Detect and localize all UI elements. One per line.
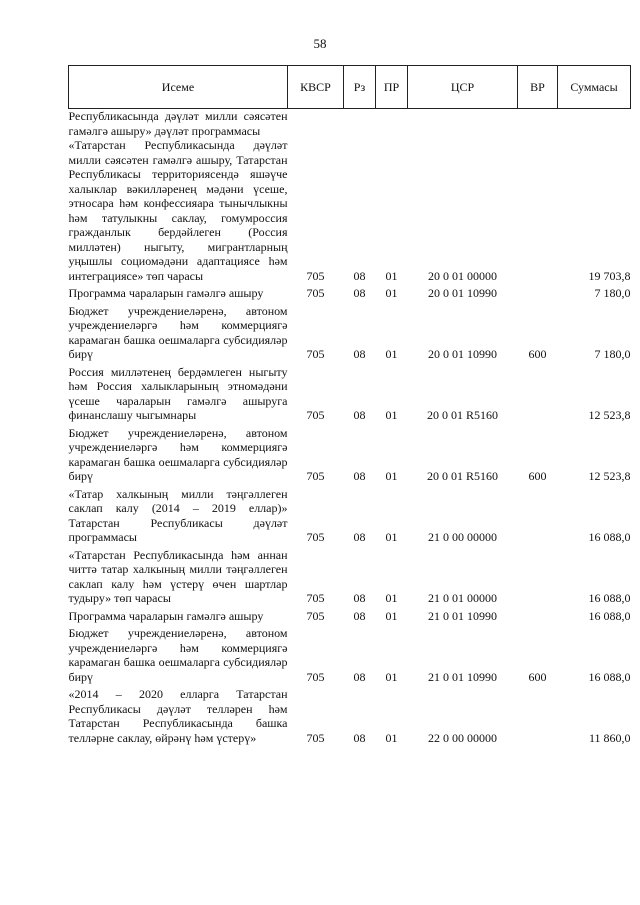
row-sum: 16 088,0: [588, 669, 631, 684]
row-rz: 08: [353, 591, 366, 605]
row-pr: 01: [385, 608, 398, 623]
row-name: «Татар халкының милли тәңгәллеген саклап калу (2014 – 2019 еллар)» Татарстан Республикасы дәүләт программасы: [68, 486, 288, 544]
row-csr: 21 0 00 00000: [428, 530, 497, 544]
continuation-text: Республикасында дәүләт милли сәясәтен гамәлгә ашыру» дәүләт программасы: [68, 109, 288, 138]
row-name: «2014 – 2020 елларга Татарстан Республикасы дәүләт телләрен һәм Татарстан Республикасында башка телләрне саклау, өйрәнү һәм үстерү»: [68, 687, 288, 745]
header-vr: ВР: [518, 66, 558, 109]
row-csr: 21 0 01 00000: [428, 591, 497, 605]
row-sum: 7 180,0: [594, 286, 631, 300]
header-name: Исеме: [69, 66, 288, 109]
row-sum: 12 523,8: [588, 408, 631, 422]
row-csr: 21 0 01 10990: [428, 669, 497, 684]
page-number: 58: [313, 36, 327, 51]
table-row: [69, 286, 631, 304]
row-name: Бюджет учреждениеләренә, автоном учреждениеләргә һәм коммерциягә карамаган башка оешмаларга субсидияләр бирү: [68, 626, 288, 684]
row-pr: 01: [385, 730, 398, 745]
header-rz: Рз: [344, 66, 376, 109]
row-sum: 11 860,0: [588, 730, 631, 745]
row-pr: 01: [385, 591, 398, 605]
row-csr: 20 0 01 R5160: [426, 469, 498, 483]
row-kvsr: 705: [306, 268, 325, 283]
table-header-row: [69, 66, 631, 109]
row-kvsr: 705: [306, 408, 325, 422]
row-vr: [518, 365, 558, 426]
row-name: Бюджет учреждениеләренә, автоном учреждениеләргә һәм коммерциягә карамаган башка оешмаларга субсидияләр бирү: [68, 303, 288, 361]
row-sum: 7 180,0: [594, 347, 631, 361]
row-sum: 19 703,8: [588, 268, 631, 283]
row-rz: 08: [353, 530, 366, 544]
row-pr: 01: [385, 347, 398, 361]
row-name: Программа чараларын гамәлгә ашыру: [68, 286, 264, 300]
row-csr: 21 0 01 10990: [428, 608, 497, 623]
row-kvsr: 705: [306, 608, 325, 623]
row-pr: 01: [385, 469, 398, 483]
row-name: Программа чараларын гамәлгә ашыру: [68, 608, 264, 623]
row-kvsr: 705: [306, 286, 325, 300]
row-csr: 20 0 01 00000: [428, 268, 497, 283]
row-pr: 01: [385, 268, 398, 283]
header-sum: Суммасы: [558, 66, 631, 109]
row-kvsr: 705: [306, 669, 325, 684]
row-name: Россия милләтенең бердәмлеген ныгыту һәм Россия халыкларының этномәдәни үсеше чараларын гамәлгә ашыруга финанслашу чыгымнары: [68, 364, 288, 422]
table-row: [69, 687, 631, 748]
table-row: [69, 365, 631, 426]
row-name: «Татарстан Республикасында һәм аннан читтә татар халкының милли тәңгәллеген саклап калу һәм үстерү өчен шартлар тудыру» төп чарасы: [68, 547, 288, 605]
table-row: [69, 626, 631, 687]
row-vr: [518, 609, 558, 627]
row-rz: 08: [353, 469, 366, 483]
header-csr: ЦСР: [408, 66, 518, 109]
row-rz: 08: [353, 730, 366, 745]
row-vr: 600: [528, 669, 547, 684]
header-kvsr: КВСР: [288, 66, 344, 109]
row-kvsr: 705: [306, 591, 325, 605]
row-rz: 08: [353, 286, 366, 300]
budget-table: [68, 65, 631, 748]
row-rz: 08: [353, 669, 366, 684]
row-pr: 01: [385, 408, 398, 422]
row-csr: 22 0 00 00000: [428, 730, 497, 745]
table-row: [69, 426, 631, 487]
row-kvsr: 705: [306, 730, 325, 745]
row-name: «Татарстан Республикасында дәүләт милли сәясәтен гамәлгә ашыру, Татарстан Республикасы территориясендә яшәүче халыклар вәкилләренең мәдәни үсеше, этносара һәм конфессияара тынычлыкны һәм татулыкны саклау, гомумроссия гражданлык бердәйлеген (Россия милләтен) ныгыту, мигрантларның уңышлы социомәдәни адаптациясе һәм интеграциясе» төп чарасы: [68, 138, 288, 283]
row-sum: 16 088,0: [588, 530, 631, 544]
row-vr: [518, 286, 558, 304]
continuation-row: [69, 109, 631, 139]
row-rz: 08: [353, 408, 366, 422]
row-pr: 01: [385, 530, 398, 544]
row-sum: 12 523,8: [588, 469, 631, 483]
row-vr: 600: [528, 469, 547, 483]
table-row: [69, 609, 631, 627]
row-name: Бюджет учреждениеләренә, автоном учреждениеләргә һәм коммерциягә карамаган башка оешмаларга субсидияләр бирү: [68, 425, 288, 483]
row-rz: 08: [353, 347, 366, 361]
table-row: [69, 138, 631, 286]
row-rz: 08: [353, 608, 366, 623]
row-sum: 16 088,0: [588, 608, 631, 623]
row-sum: 16 088,0: [588, 591, 631, 605]
row-kvsr: 705: [306, 530, 325, 544]
row-vr: 600: [528, 347, 547, 361]
row-csr: 20 0 01 R5160: [426, 408, 498, 422]
table-row: [69, 487, 631, 548]
row-csr: 20 0 01 10990: [428, 286, 497, 300]
table-row: [69, 548, 631, 609]
row-csr: 20 0 01 10990: [428, 347, 497, 361]
row-kvsr: 705: [306, 469, 325, 483]
header-pr: ПР: [376, 66, 408, 109]
row-pr: 01: [385, 669, 398, 684]
row-vr: [518, 138, 558, 286]
row-vr: [518, 487, 558, 548]
row-kvsr: 705: [306, 347, 325, 361]
table-row: [69, 304, 631, 365]
row-vr: [518, 687, 558, 748]
row-pr: 01: [385, 286, 398, 300]
row-rz: 08: [353, 268, 366, 283]
row-vr: [518, 548, 558, 609]
